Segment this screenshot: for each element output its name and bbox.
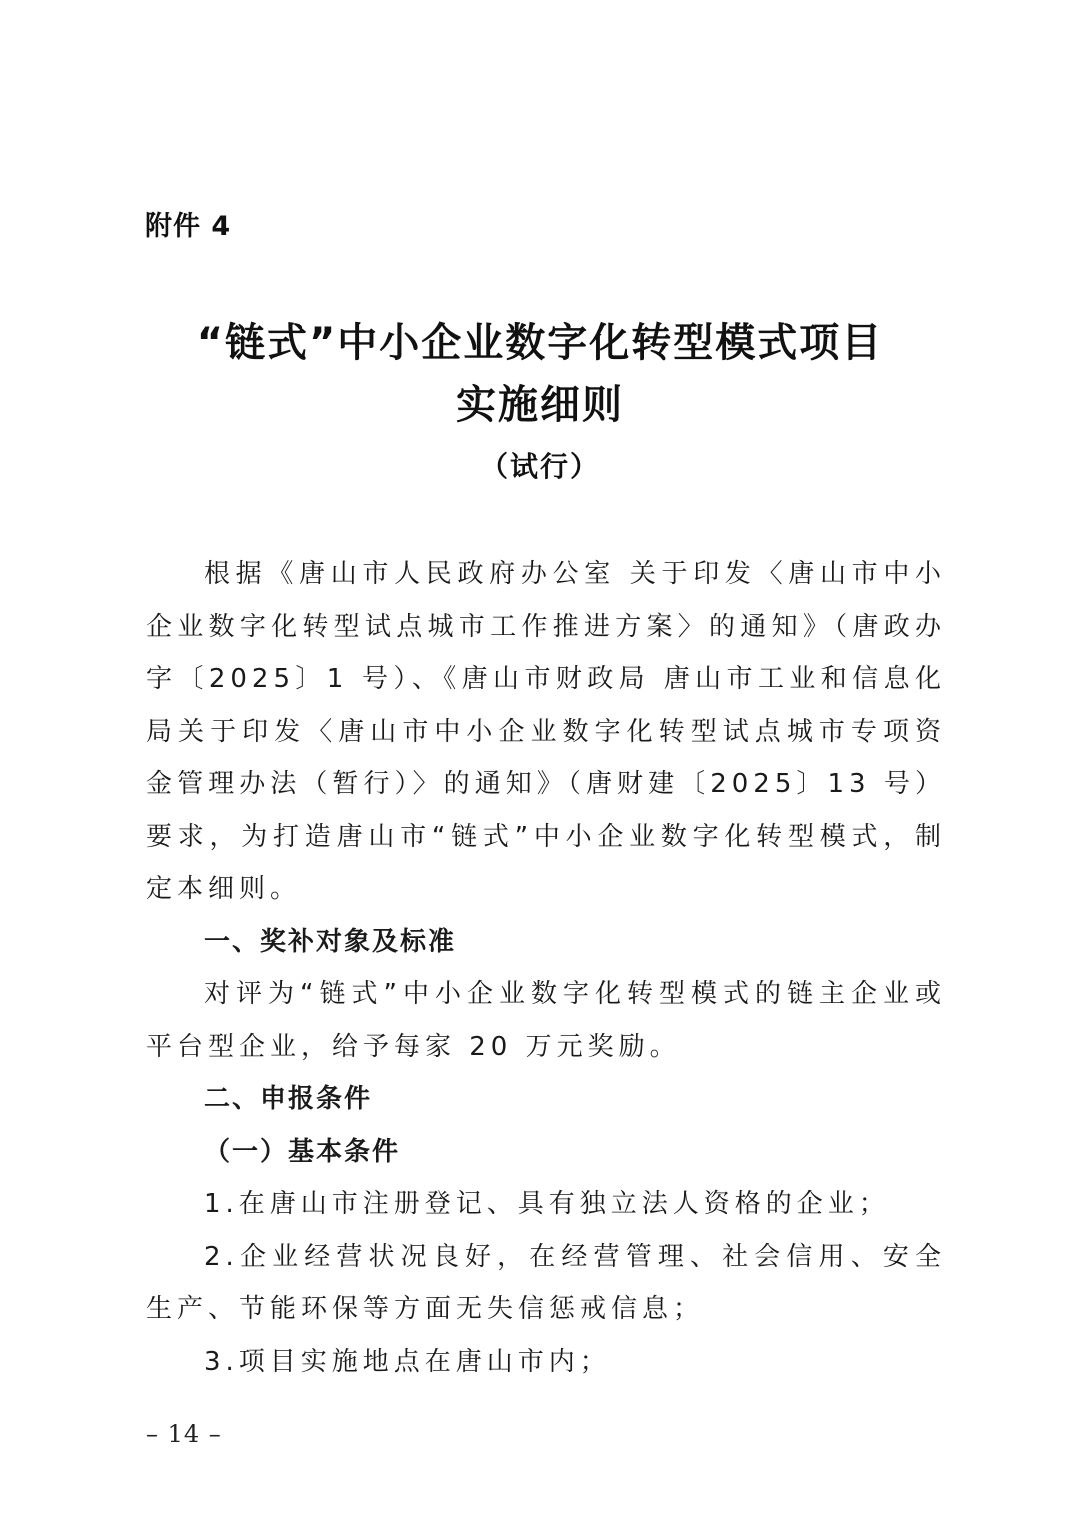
document-subtitle: （试行） — [479, 450, 600, 483]
intro-paragraph: 根据《唐山市人民政府办公室 关于印发〈唐山市中小企业数字化转型试点城市工作推进方案〉的通知》（唐政办字〔2025〕1 号）、《唐山市财政局 唐山市工业和信息化局关于印发〈唐山市中小企业数字化转型试点城市专项资金管理办法（暂行）〉的通知》（唐财建〔2025〕13 号）要求，为打造唐山市“链式”中小企业数字化转型模式，制定本细则。 — [146, 559, 946, 904]
document-body — [146, 548, 946, 1388]
attachment-label: 附件 4 — [145, 211, 232, 242]
page-number: – 14 – — [146, 1420, 222, 1448]
document-title-line-1: “链式”中小企业数字化转型模式项目 — [196, 320, 884, 366]
condition-3: 3.项目实施地点在唐山市内； — [204, 1346, 611, 1377]
section-2-heading: 二、申报条件 — [204, 1084, 373, 1114]
section-1-heading: 一、奖补对象及标准 — [204, 926, 457, 957]
section-2-subheading-1: （一）基本条件 — [204, 1136, 401, 1167]
section-1-paragraph: 对评为“链式”中小企业数字化转型模式的链主企业或平台型企业，给予每家 20 万元奖励。 — [146, 979, 946, 1062]
condition-1: 1.在唐山市注册登记、具有独立法人资格的企业； — [204, 1189, 890, 1219]
document-title-line-2: 实施细则 — [456, 382, 624, 428]
condition-2: 2.企业经营状况良好，在经营管理、社会信用、安全生产、节能环保等方面无失信惩戒信息； — [146, 1241, 946, 1324]
